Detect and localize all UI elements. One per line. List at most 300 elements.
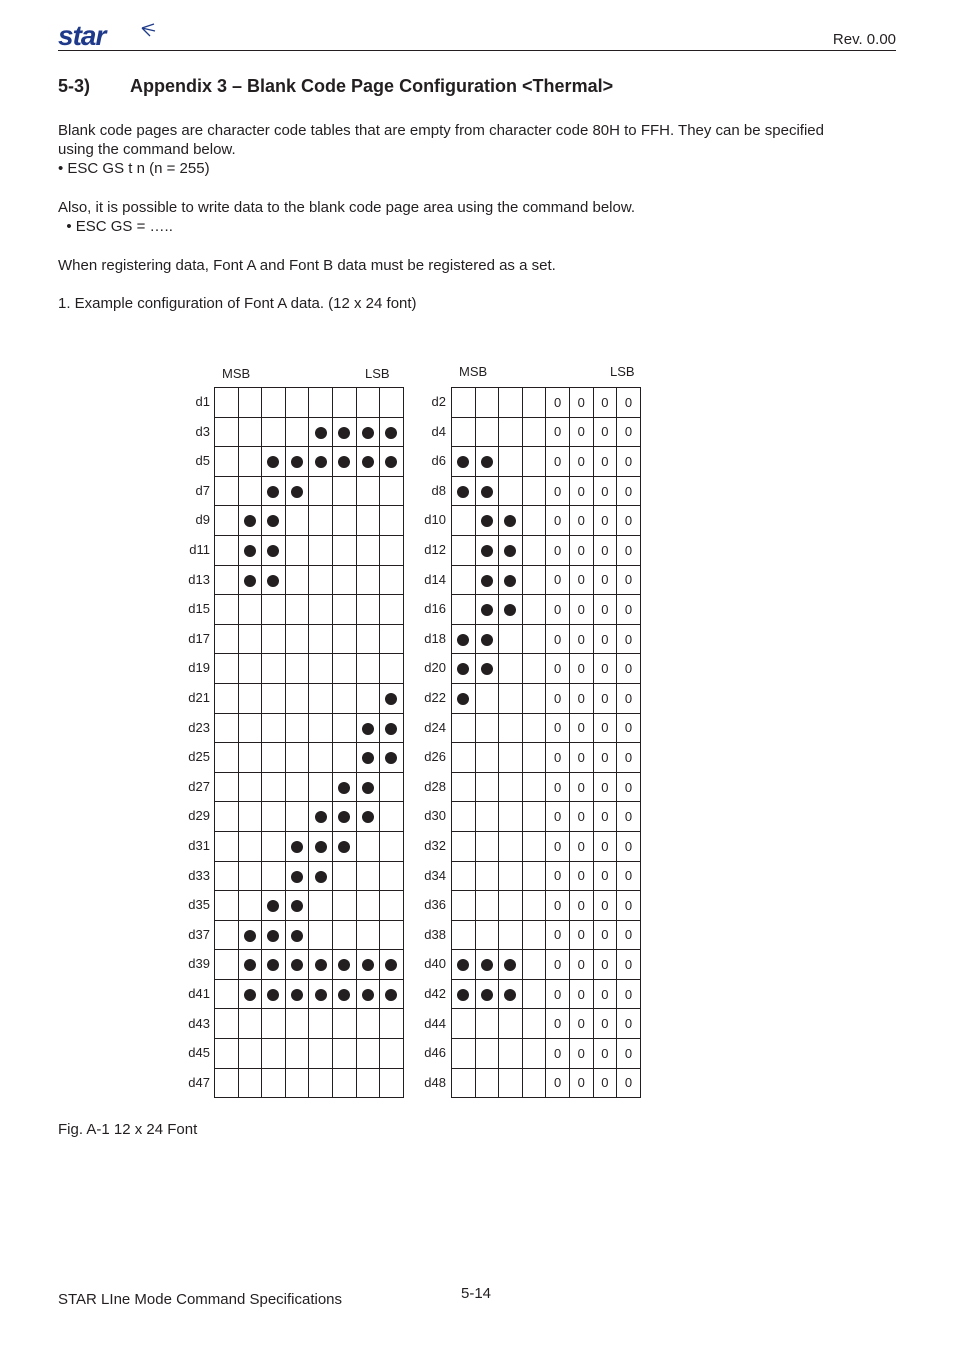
zero-cell: 0 bbox=[617, 802, 641, 832]
grid-cell bbox=[262, 831, 286, 861]
dot-mark bbox=[315, 989, 327, 1001]
grid-cell bbox=[262, 476, 286, 506]
grid-cell bbox=[215, 979, 239, 1009]
grid-cell bbox=[380, 683, 404, 713]
grid-row bbox=[215, 772, 404, 802]
grid-cell bbox=[332, 1039, 356, 1069]
row-label: d32 bbox=[424, 838, 446, 853]
grid-cell bbox=[522, 506, 546, 536]
zero-cell: 0 bbox=[569, 654, 593, 684]
grid-cell bbox=[238, 506, 262, 536]
zero-cell: 0 bbox=[617, 1039, 641, 1069]
dot-mark bbox=[267, 930, 279, 942]
zero-cell: 0 bbox=[617, 683, 641, 713]
left-dot-grid bbox=[214, 387, 404, 1098]
grid-cell bbox=[238, 654, 262, 684]
grid-row bbox=[452, 743, 641, 773]
dot-mark bbox=[481, 456, 493, 468]
footer-doc-title: STAR LIne Mode Command Specifications bbox=[58, 1291, 343, 1308]
grid-cell bbox=[215, 476, 239, 506]
dot-mark bbox=[457, 959, 469, 971]
zero-cell: 0 bbox=[569, 1068, 593, 1098]
row-label: d44 bbox=[424, 1015, 446, 1031]
zero-cell: 0 bbox=[617, 861, 641, 891]
zero-cell: 0 bbox=[569, 388, 593, 418]
row-label: d31 bbox=[188, 838, 210, 853]
zero-cell: 0 bbox=[617, 654, 641, 684]
zero-cell: 0 bbox=[569, 476, 593, 506]
grid-cell bbox=[452, 388, 476, 418]
grid-cell bbox=[262, 624, 286, 654]
grid-row bbox=[215, 447, 404, 477]
grid-cell bbox=[522, 891, 546, 921]
zero-cell: 0 bbox=[593, 831, 617, 861]
grid-cell bbox=[452, 1039, 476, 1069]
zero-cell: 0 bbox=[593, 950, 617, 980]
grid-cell bbox=[356, 920, 380, 950]
grid-row bbox=[215, 979, 404, 1009]
dot-mark bbox=[481, 604, 493, 616]
grid-cell bbox=[215, 713, 239, 743]
grid-cell bbox=[215, 535, 239, 565]
grid-cell bbox=[262, 861, 286, 891]
zero-cell: 0 bbox=[569, 861, 593, 891]
grid-cell bbox=[215, 743, 239, 773]
zero-cell: 0 bbox=[569, 595, 593, 625]
grid-cell bbox=[499, 772, 523, 802]
row-label: d25 bbox=[188, 749, 210, 765]
zero-cell: 0 bbox=[546, 1009, 570, 1039]
grid-cell bbox=[356, 417, 380, 447]
grid-cell bbox=[380, 565, 404, 595]
grid-row bbox=[215, 506, 404, 536]
grid-cell bbox=[356, 565, 380, 595]
grid-cell bbox=[309, 831, 333, 861]
grid-cell bbox=[499, 891, 523, 921]
grid-cell bbox=[309, 713, 333, 743]
grid-cell bbox=[238, 1009, 262, 1039]
dot-mark bbox=[385, 723, 397, 735]
grid-cell bbox=[522, 1009, 546, 1039]
grid-cell bbox=[332, 1068, 356, 1098]
dot-mark bbox=[267, 486, 279, 498]
zero-cell: 0 bbox=[593, 388, 617, 418]
grid-row bbox=[452, 772, 641, 802]
dot-mark bbox=[267, 456, 279, 468]
dot-mark bbox=[481, 486, 493, 498]
grid-cell bbox=[309, 506, 333, 536]
grid-cell bbox=[475, 535, 499, 565]
grid-cell bbox=[285, 624, 309, 654]
grid-cell bbox=[522, 920, 546, 950]
page-number: 5-14 bbox=[461, 1285, 492, 1302]
dot-mark bbox=[338, 427, 350, 439]
grid-cell bbox=[309, 743, 333, 773]
grid-cell bbox=[332, 624, 356, 654]
grid-cell bbox=[285, 772, 309, 802]
grid-cell bbox=[499, 624, 523, 654]
grid-cell bbox=[262, 388, 286, 418]
zero-cell: 0 bbox=[593, 861, 617, 891]
grid-cell bbox=[332, 506, 356, 536]
zero-cell: 0 bbox=[569, 535, 593, 565]
zero-cell: 0 bbox=[546, 388, 570, 418]
grid-cell bbox=[285, 920, 309, 950]
grid-cell bbox=[309, 476, 333, 506]
zero-cell: 0 bbox=[546, 772, 570, 802]
grid-row bbox=[215, 920, 404, 950]
grid-cell bbox=[238, 1039, 262, 1069]
grid-cell bbox=[332, 743, 356, 773]
dot-mark bbox=[291, 930, 303, 942]
dot-mark bbox=[291, 871, 303, 883]
grid-cell bbox=[522, 565, 546, 595]
grid-cell bbox=[380, 920, 404, 950]
row-label: d37 bbox=[188, 926, 210, 942]
zero-cell: 0 bbox=[617, 713, 641, 743]
grid-cell bbox=[285, 654, 309, 684]
grid-cell bbox=[215, 683, 239, 713]
zero-cell: 0 bbox=[546, 979, 570, 1009]
dot-mark bbox=[291, 959, 303, 971]
dot-mark bbox=[291, 900, 303, 912]
grid-row bbox=[215, 861, 404, 891]
grid-cell bbox=[452, 1068, 476, 1098]
grid-row bbox=[452, 388, 641, 418]
dot-mark bbox=[385, 989, 397, 1001]
zero-cell: 0 bbox=[546, 861, 570, 891]
grid-cell bbox=[238, 683, 262, 713]
dot-mark bbox=[481, 575, 493, 587]
zero-cell: 0 bbox=[546, 831, 570, 861]
grid-cell bbox=[238, 713, 262, 743]
grid-cell bbox=[215, 447, 239, 477]
grid-row bbox=[215, 624, 404, 654]
grid-cell bbox=[356, 979, 380, 1009]
row-label: d29 bbox=[188, 808, 210, 824]
grid-cell bbox=[309, 683, 333, 713]
section-title bbox=[58, 76, 613, 97]
grid-cell bbox=[475, 1068, 499, 1098]
grid-cell bbox=[238, 447, 262, 477]
grid-cell bbox=[452, 831, 476, 861]
grid-cell bbox=[332, 802, 356, 832]
grid-cell bbox=[356, 1009, 380, 1039]
grid-row bbox=[215, 1068, 404, 1098]
row-label: d27 bbox=[188, 778, 210, 794]
grid-row bbox=[452, 1068, 641, 1098]
grid-cell bbox=[475, 417, 499, 447]
grid-cell bbox=[309, 624, 333, 654]
grid-cell bbox=[522, 831, 546, 861]
grid-cell bbox=[356, 713, 380, 743]
grid-cell bbox=[309, 920, 333, 950]
grid-cell bbox=[452, 743, 476, 773]
dot-mark bbox=[457, 693, 469, 705]
dot-mark bbox=[315, 427, 327, 439]
dot-mark bbox=[244, 959, 256, 971]
zero-cell: 0 bbox=[617, 979, 641, 1009]
zero-cell: 0 bbox=[617, 920, 641, 950]
grid-cell bbox=[332, 920, 356, 950]
grid-cell bbox=[238, 417, 262, 447]
revision-label: Rev. 0.00 bbox=[832, 31, 896, 48]
grid-row bbox=[452, 447, 641, 477]
grid-cell bbox=[380, 802, 404, 832]
zero-cell: 0 bbox=[546, 506, 570, 536]
zero-cell: 0 bbox=[617, 950, 641, 980]
zero-cell: 0 bbox=[617, 535, 641, 565]
row-label: d40 bbox=[424, 956, 446, 972]
zero-cell: 0 bbox=[546, 1068, 570, 1098]
grid-cell bbox=[499, 506, 523, 536]
grid-cell bbox=[285, 1039, 309, 1069]
paragraph-4: 1. Example configuration of Font A data. (12 x 24 font) bbox=[58, 295, 417, 312]
grid-row bbox=[452, 595, 641, 625]
dot-mark bbox=[244, 545, 256, 557]
grid-cell bbox=[356, 476, 380, 506]
dot-mark bbox=[457, 634, 469, 646]
right-dot-grid bbox=[451, 387, 641, 1098]
grid-cell bbox=[452, 891, 476, 921]
grid-cell bbox=[452, 713, 476, 743]
grid-row bbox=[215, 595, 404, 625]
dot-mark bbox=[315, 811, 327, 823]
grid-cell bbox=[332, 772, 356, 802]
grid-cell bbox=[285, 388, 309, 418]
grid-cell bbox=[380, 1039, 404, 1069]
grid-cell bbox=[452, 535, 476, 565]
zero-cell: 0 bbox=[546, 417, 570, 447]
grid-row bbox=[215, 950, 404, 980]
row-label: d33 bbox=[188, 867, 210, 883]
row-label: d3 bbox=[195, 423, 210, 439]
grid-cell bbox=[332, 683, 356, 713]
grid-cell bbox=[499, 535, 523, 565]
zero-cell: 0 bbox=[546, 447, 570, 477]
dot-mark bbox=[457, 663, 469, 675]
zero-cell: 0 bbox=[569, 831, 593, 861]
grid-cell bbox=[215, 595, 239, 625]
row-label: d7 bbox=[195, 482, 210, 498]
grid-cell bbox=[309, 861, 333, 891]
zero-cell: 0 bbox=[593, 1039, 617, 1069]
grid-row bbox=[215, 535, 404, 565]
grid-cell bbox=[380, 1068, 404, 1098]
grid-cell bbox=[285, 417, 309, 447]
grid-cell bbox=[452, 1009, 476, 1039]
zero-cell: 0 bbox=[593, 447, 617, 477]
grid-cell bbox=[499, 565, 523, 595]
svg-text:star: star bbox=[58, 22, 106, 50]
dot-mark bbox=[481, 959, 493, 971]
grid-cell bbox=[215, 624, 239, 654]
dot-mark bbox=[385, 752, 397, 764]
grid-cell bbox=[332, 831, 356, 861]
grid-cell bbox=[380, 743, 404, 773]
grid-row bbox=[215, 802, 404, 832]
grid-cell bbox=[475, 1009, 499, 1039]
grid-cell bbox=[380, 861, 404, 891]
right-lsb-label: LSB bbox=[610, 364, 635, 379]
zero-cell: 0 bbox=[569, 950, 593, 980]
grid-cell bbox=[452, 683, 476, 713]
grid-cell bbox=[452, 595, 476, 625]
row-label: d47 bbox=[188, 1074, 210, 1090]
grid-cell bbox=[452, 979, 476, 1009]
grid-cell bbox=[356, 1068, 380, 1098]
row-label: d21 bbox=[188, 690, 210, 705]
grid-cell bbox=[238, 388, 262, 418]
grid-cell bbox=[262, 506, 286, 536]
grid-cell bbox=[285, 506, 309, 536]
zero-cell: 0 bbox=[593, 979, 617, 1009]
grid-cell bbox=[356, 506, 380, 536]
grid-cell bbox=[262, 1068, 286, 1098]
dot-mark bbox=[504, 604, 516, 616]
grid-cell bbox=[475, 595, 499, 625]
grid-cell bbox=[309, 891, 333, 921]
zero-cell: 0 bbox=[593, 654, 617, 684]
grid-cell bbox=[380, 388, 404, 418]
row-label: d24 bbox=[424, 719, 446, 735]
grid-cell bbox=[238, 979, 262, 1009]
dot-mark bbox=[338, 959, 350, 971]
grid-row bbox=[452, 654, 641, 684]
grid-cell bbox=[522, 595, 546, 625]
dot-mark bbox=[504, 989, 516, 1001]
grid-cell bbox=[309, 802, 333, 832]
dot-mark bbox=[362, 959, 374, 971]
grid-cell bbox=[332, 476, 356, 506]
grid-cell bbox=[380, 506, 404, 536]
dot-mark bbox=[504, 575, 516, 587]
grid-cell bbox=[262, 565, 286, 595]
zero-cell: 0 bbox=[617, 565, 641, 595]
grid-cell bbox=[380, 891, 404, 921]
left-msb-label: MSB bbox=[222, 366, 251, 381]
grid-cell bbox=[262, 713, 286, 743]
grid-cell bbox=[380, 447, 404, 477]
dot-mark bbox=[267, 575, 279, 587]
grid-cell bbox=[215, 891, 239, 921]
zero-cell: 0 bbox=[593, 772, 617, 802]
zero-cell: 0 bbox=[593, 713, 617, 743]
zero-cell: 0 bbox=[593, 920, 617, 950]
grid-cell bbox=[332, 654, 356, 684]
grid-cell bbox=[285, 1009, 309, 1039]
grid-row bbox=[452, 920, 641, 950]
grid-cell bbox=[380, 772, 404, 802]
grid-cell bbox=[309, 595, 333, 625]
grid-cell bbox=[522, 802, 546, 832]
dot-mark bbox=[267, 545, 279, 557]
grid-cell bbox=[238, 476, 262, 506]
right-msb-label: MSB bbox=[459, 364, 488, 379]
grid-cell bbox=[522, 417, 546, 447]
grid-cell bbox=[332, 595, 356, 625]
grid-cell bbox=[285, 447, 309, 477]
grid-row bbox=[215, 713, 404, 743]
zero-cell: 0 bbox=[569, 565, 593, 595]
grid-cell bbox=[309, 535, 333, 565]
row-label: d9 bbox=[195, 512, 210, 528]
zero-cell: 0 bbox=[569, 417, 593, 447]
grid-cell bbox=[380, 476, 404, 506]
grid-cell bbox=[262, 595, 286, 625]
zero-cell: 0 bbox=[569, 772, 593, 802]
grid-cell bbox=[285, 1068, 309, 1098]
grid-cell bbox=[475, 713, 499, 743]
dot-mark bbox=[315, 871, 327, 883]
grid-row bbox=[452, 950, 641, 980]
grid-cell bbox=[452, 624, 476, 654]
dot-mark bbox=[504, 515, 516, 527]
dot-mark bbox=[362, 752, 374, 764]
zero-cell: 0 bbox=[617, 743, 641, 773]
grid-row bbox=[452, 1009, 641, 1039]
grid-cell bbox=[499, 683, 523, 713]
grid-row bbox=[452, 476, 641, 506]
dot-mark bbox=[362, 723, 374, 735]
dot-mark bbox=[267, 989, 279, 1001]
zero-cell: 0 bbox=[546, 565, 570, 595]
grid-row bbox=[215, 743, 404, 773]
grid-cell bbox=[285, 831, 309, 861]
zero-cell: 0 bbox=[569, 743, 593, 773]
row-label: d19 bbox=[188, 660, 210, 676]
grid-cell bbox=[332, 417, 356, 447]
grid-cell bbox=[452, 772, 476, 802]
dot-mark bbox=[362, 989, 374, 1001]
zero-cell: 0 bbox=[546, 595, 570, 625]
grid-row bbox=[215, 831, 404, 861]
grid-cell bbox=[285, 861, 309, 891]
dot-mark bbox=[338, 989, 350, 1001]
row-label: d6 bbox=[431, 453, 446, 469]
grid-cell bbox=[380, 950, 404, 980]
grid-cell bbox=[356, 388, 380, 418]
row-label: d5 bbox=[195, 453, 210, 469]
grid-cell bbox=[215, 802, 239, 832]
grid-row bbox=[215, 476, 404, 506]
grid-cell bbox=[380, 417, 404, 447]
grid-row bbox=[215, 891, 404, 921]
grid-cell bbox=[475, 950, 499, 980]
grid-cell bbox=[285, 565, 309, 595]
grid-cell bbox=[452, 506, 476, 536]
dot-mark bbox=[244, 575, 256, 587]
grid-cell bbox=[309, 654, 333, 684]
grid-cell bbox=[522, 624, 546, 654]
grid-cell bbox=[262, 535, 286, 565]
grid-row bbox=[452, 535, 641, 565]
grid-cell bbox=[215, 565, 239, 595]
dot-mark bbox=[291, 841, 303, 853]
grid-cell bbox=[262, 772, 286, 802]
row-label: d41 bbox=[188, 986, 210, 1001]
figure-caption: Fig. A-1 12 x 24 Font bbox=[58, 1121, 198, 1138]
dot-mark bbox=[481, 515, 493, 527]
grid-cell bbox=[262, 654, 286, 684]
grid-cell bbox=[285, 595, 309, 625]
dot-mark bbox=[457, 989, 469, 1001]
left-lsb-label: LSB bbox=[365, 366, 390, 381]
zero-cell: 0 bbox=[617, 772, 641, 802]
paragraph-1-line-3: • ESC GS t n (n = 255) bbox=[58, 160, 210, 177]
grid-cell bbox=[356, 683, 380, 713]
grid-cell bbox=[499, 447, 523, 477]
